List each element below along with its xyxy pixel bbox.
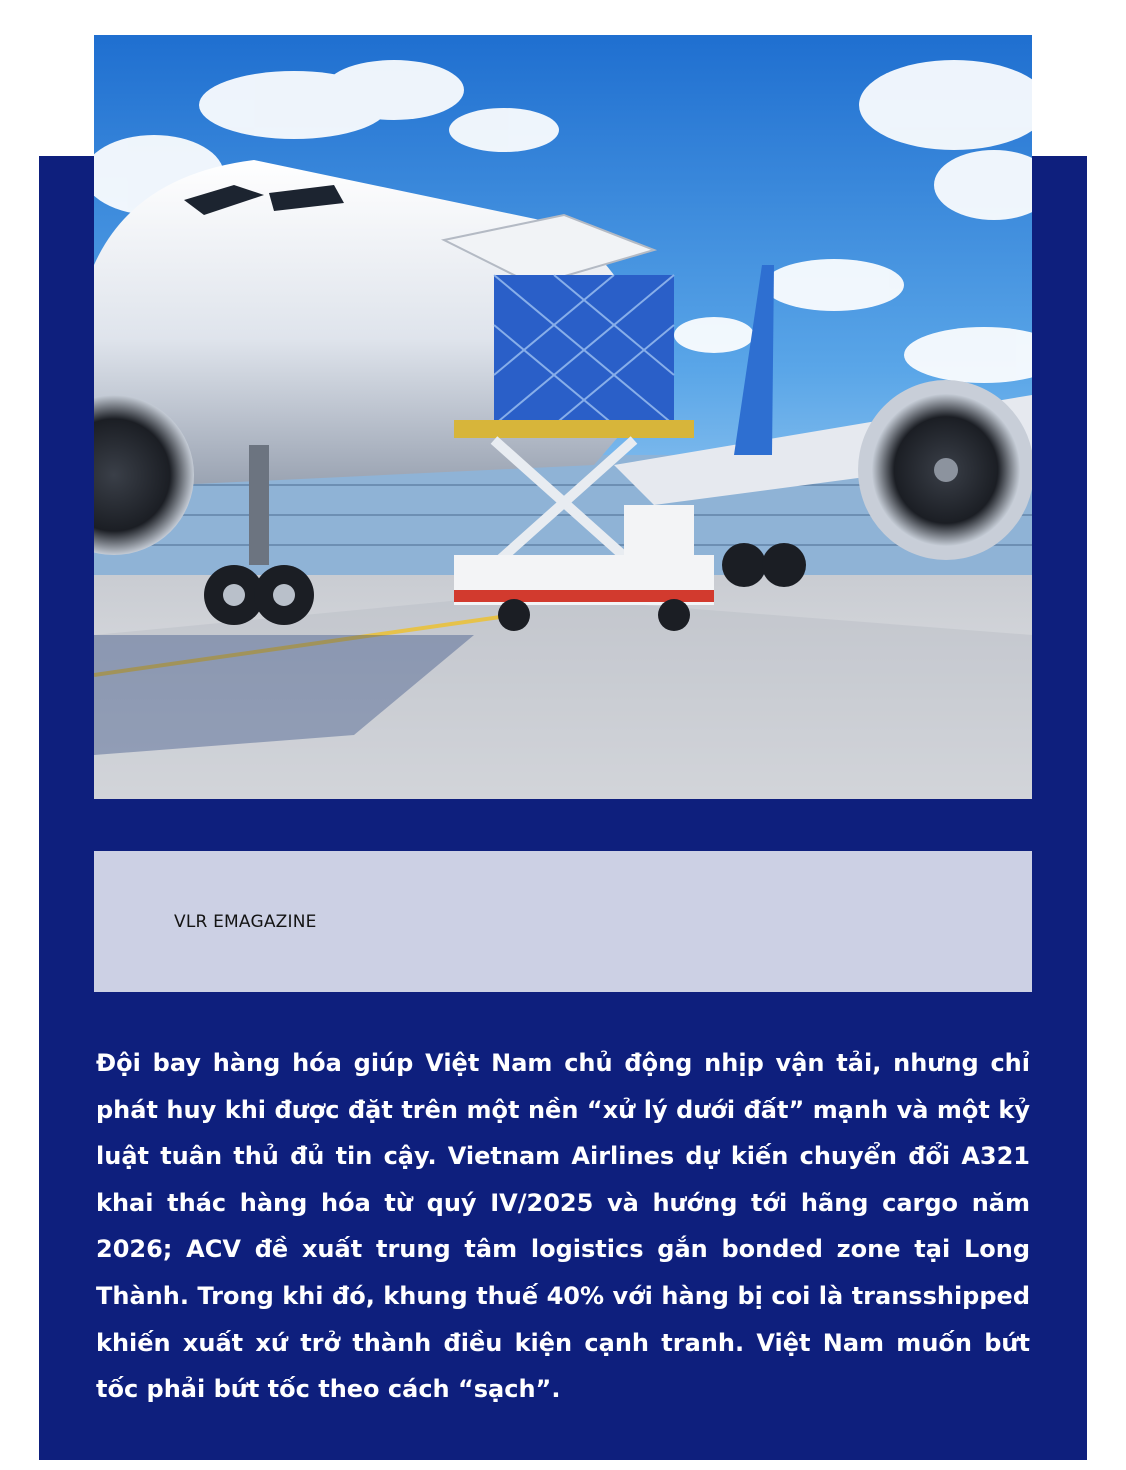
lead-paragraph: Đội bay hàng hóa giúp Việt Nam chủ động nhịp vận tải, nhưng chỉ phát huy khi được đặt trên một nền “xử lý dưới đất” mạnh và một kỷ luật tuân thủ đủ tin cậy. Vietnam Airlines dự kiến chuyển đổi A321 khai thác hàng hóa từ quý IV/2025 và hướng tới hãng cargo năm 2026; ACV đề xuất trung tâm logistics gắn bonded zone tại Long Thành. Trong khi đó, khung thuế 40% với hàng bị coi là transshipped khiến xuất xứ trở thành điều kiện cạnh tranh. Việt Nam muốn bứt tốc phải bứt tốc theo cách “sạch”. bbox=[96, 1049, 1030, 1404]
caption-box bbox=[94, 851, 1032, 992]
cargo-aircraft-loading-photo bbox=[94, 35, 1032, 799]
caption-source: VLR EMAGAZINE bbox=[174, 912, 317, 932]
hero-image bbox=[94, 35, 1032, 799]
